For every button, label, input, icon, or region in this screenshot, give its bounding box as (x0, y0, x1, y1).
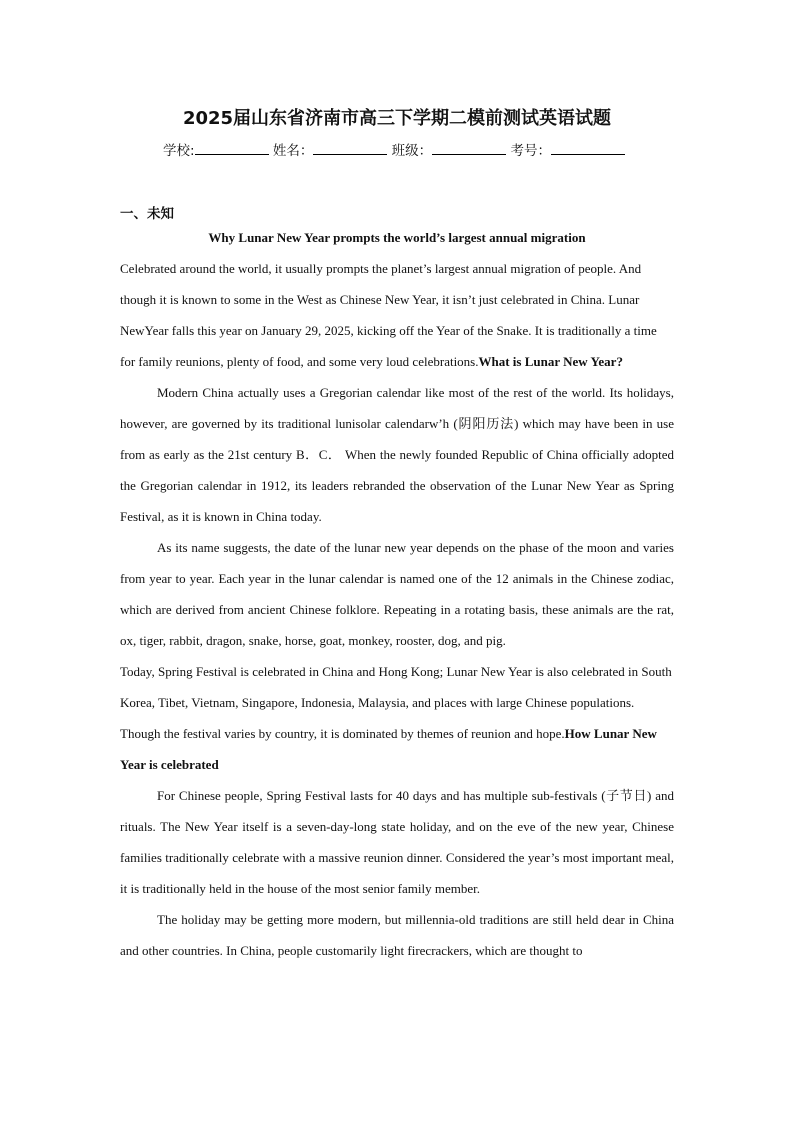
class-label: 班级： (391, 143, 433, 159)
paragraph-5: For Chinese people, Spring Festival lasts for 40 days and has multiple sub-festivals (子节日) and rituals. The New Year itself is a seven-day-long state holiday, and on the eve of the new year, Chinese families traditionally celebrate with a massive reunion dinner. Considered the year’s most important meal, it is traditionally held in the house of the most senior family member. (120, 788, 674, 896)
exam-number-blank[interactable] (551, 142, 625, 155)
paragraph-3: As its name suggests, the date of the lunar new year depends on the phase of the moon and varies from year to year. Each year in the lunar calendar is named one of the 12 animals in the Chinese zodiac, which are derived from ancient Chinese folklore. Repeating in a rotating basis, these animals are the rat, ox, tiger, rabbit, dragon, snake, horse, goat, monkey, rooster, dog, and pig. (120, 540, 674, 648)
name-label: 姓名： (272, 143, 314, 159)
school-blank[interactable] (195, 142, 269, 155)
paragraph-1-text: Celebrated around the world, it usually prompts the planet’s largest annual migration of people. And though it is known to some in the West as Chinese New Year, it isn’t just celebrated in China. Lunar NewYear falls this year on January 29, 2025, kicking off the Year of the Snake. It is traditionally a time for family reunions, plenty of food, and some very loud celebrations. (120, 261, 657, 369)
section-heading: 一、未知 (120, 206, 174, 222)
page-title: 2025届山东省济南市高三下学期二模前测试英语试题 (182, 108, 612, 129)
paragraph-6: The holiday may be getting more modern, but millennia-old traditions are still held dear in China and other countries. In China, people customarily light firecrackers, which are thought to (120, 912, 674, 958)
subheading-what-is: What is Lunar New Year? (478, 354, 623, 369)
school-label: 学校: (163, 143, 195, 159)
article-title: Why Lunar New Year prompts the world’s largest annual migration (208, 230, 586, 245)
subheading-how-celebrated: How Lunar New Year is celebrated (120, 726, 657, 772)
name-blank[interactable] (313, 142, 387, 155)
article-body (120, 222, 674, 966)
paragraph-2: Modern China actually uses a Gregorian calendar like most of the rest of the world. Its holidays, however, are governed by its traditional lunisolar calendarw’h (阴阳历法) which may have been in use from as early as the 21st century B．C． When the newly founded Republic of China officially adopted the Gregorian calendar in 1912, its leaders rebranded the observation of the Lunar New Year as Spring Festival, as it is known in China today. (120, 385, 674, 524)
paragraph-1 (120, 253, 674, 377)
paragraph-4 (120, 656, 674, 780)
class-blank[interactable] (432, 142, 506, 155)
paragraph-4-text: Today, Spring Festival is celebrated in China and Hong Kong; Lunar New Year is also celebrated in South Korea, Tibet, Vietnam, Singapore, Indonesia, Malaysia, and places with large Chinese populations. Though the festival varies by country, it is dominated by themes of reunion and hope. (120, 664, 672, 741)
exam-number-label: 考号： (510, 143, 551, 159)
student-info-line (163, 139, 625, 159)
